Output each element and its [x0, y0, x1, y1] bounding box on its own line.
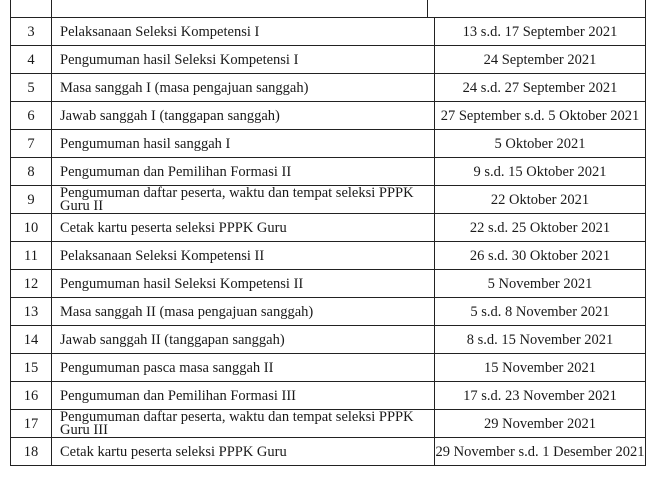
table-row	[11, 46, 646, 74]
row-number: 6	[11, 102, 52, 130]
date-cell: 5 Oktober 2021	[435, 130, 646, 158]
activity-cell: Pengumuman dan Pemilihan Formasi III	[52, 382, 435, 410]
row-number: 13	[11, 298, 52, 326]
table-row	[11, 382, 646, 410]
activity-cell: Pelaksanaan Seleksi Kompetensi II	[52, 242, 435, 270]
date-cell: 17 s.d. 23 November 2021	[435, 382, 646, 410]
activity-cell: Pengumuman daftar peserta, waktu dan tempat seleksi PPPK Guru II	[52, 186, 435, 214]
date-cell: 5 November 2021	[435, 270, 646, 298]
schedule-table	[10, 17, 646, 466]
activity-cell: Pengumuman pasca masa sanggah II	[52, 354, 435, 382]
row-number: 16	[11, 382, 52, 410]
date-cell: 29 November 2021	[435, 410, 646, 438]
activity-cell: Pengumuman hasil Seleksi Kompetensi I	[52, 46, 435, 74]
activity-cell: Pengumuman daftar peserta, waktu dan tempat seleksi PPPK Guru III	[52, 410, 435, 438]
date-cell: 22 s.d. 25 Oktober 2021	[435, 214, 646, 242]
date-cell: 15 November 2021	[435, 354, 646, 382]
table-border-stub	[51, 0, 52, 18]
table-row	[11, 438, 646, 466]
date-cell: 8 s.d. 15 November 2021	[435, 326, 646, 354]
activity-cell: Masa sanggah II (masa pengajuan sanggah)	[52, 298, 435, 326]
row-number: 3	[11, 18, 52, 46]
activity-cell: Pelaksanaan Seleksi Kompetensi I	[52, 18, 435, 46]
table-row	[11, 270, 646, 298]
table-row	[11, 158, 646, 186]
date-cell: 27 September s.d. 5 Oktober 2021	[435, 102, 646, 130]
table-row	[11, 130, 646, 158]
date-cell: 29 November s.d. 1 Desember 2021	[435, 438, 646, 466]
table-row	[11, 186, 646, 214]
row-number: 11	[11, 242, 52, 270]
row-number: 14	[11, 326, 52, 354]
row-number: 12	[11, 270, 52, 298]
row-number: 9	[11, 186, 52, 214]
table-row	[11, 242, 646, 270]
date-cell: 22 Oktober 2021	[435, 186, 646, 214]
activity-cell: Masa sanggah I (masa pengajuan sanggah)	[52, 74, 435, 102]
date-cell: 24 s.d. 27 September 2021	[435, 74, 646, 102]
date-cell: 13 s.d. 17 September 2021	[435, 18, 646, 46]
table-row	[11, 214, 646, 242]
table-row	[11, 18, 646, 46]
row-number: 15	[11, 354, 52, 382]
activity-cell: Cetak kartu peserta seleksi PPPK Guru	[52, 214, 435, 242]
table-row	[11, 298, 646, 326]
table-border-stub	[10, 0, 11, 18]
table-border-stub	[645, 0, 646, 18]
table-row	[11, 410, 646, 438]
date-cell: 26 s.d. 30 Oktober 2021	[435, 242, 646, 270]
row-number: 5	[11, 74, 52, 102]
activity-cell: Jawab sanggah II (tanggapan sanggah)	[52, 326, 435, 354]
row-number: 7	[11, 130, 52, 158]
table-border-stub	[427, 0, 428, 18]
date-cell: 24 September 2021	[435, 46, 646, 74]
date-cell: 5 s.d. 8 November 2021	[435, 298, 646, 326]
date-cell: 9 s.d. 15 Oktober 2021	[435, 158, 646, 186]
row-number: 10	[11, 214, 52, 242]
table-row	[11, 74, 646, 102]
table-row	[11, 102, 646, 130]
activity-cell: Cetak kartu peserta seleksi PPPK Guru	[52, 438, 435, 466]
activity-cell: Pengumuman hasil Seleksi Kompetensi II	[52, 270, 435, 298]
row-number: 8	[11, 158, 52, 186]
activity-cell: Jawab sanggah I (tanggapan sanggah)	[52, 102, 435, 130]
row-number: 18	[11, 438, 52, 466]
row-number: 17	[11, 410, 52, 438]
activity-cell: Pengumuman hasil sanggah I	[52, 130, 435, 158]
table-row	[11, 326, 646, 354]
table-row	[11, 354, 646, 382]
row-number: 4	[11, 46, 52, 74]
activity-cell: Pengumuman dan Pemilihan Formasi II	[52, 158, 435, 186]
